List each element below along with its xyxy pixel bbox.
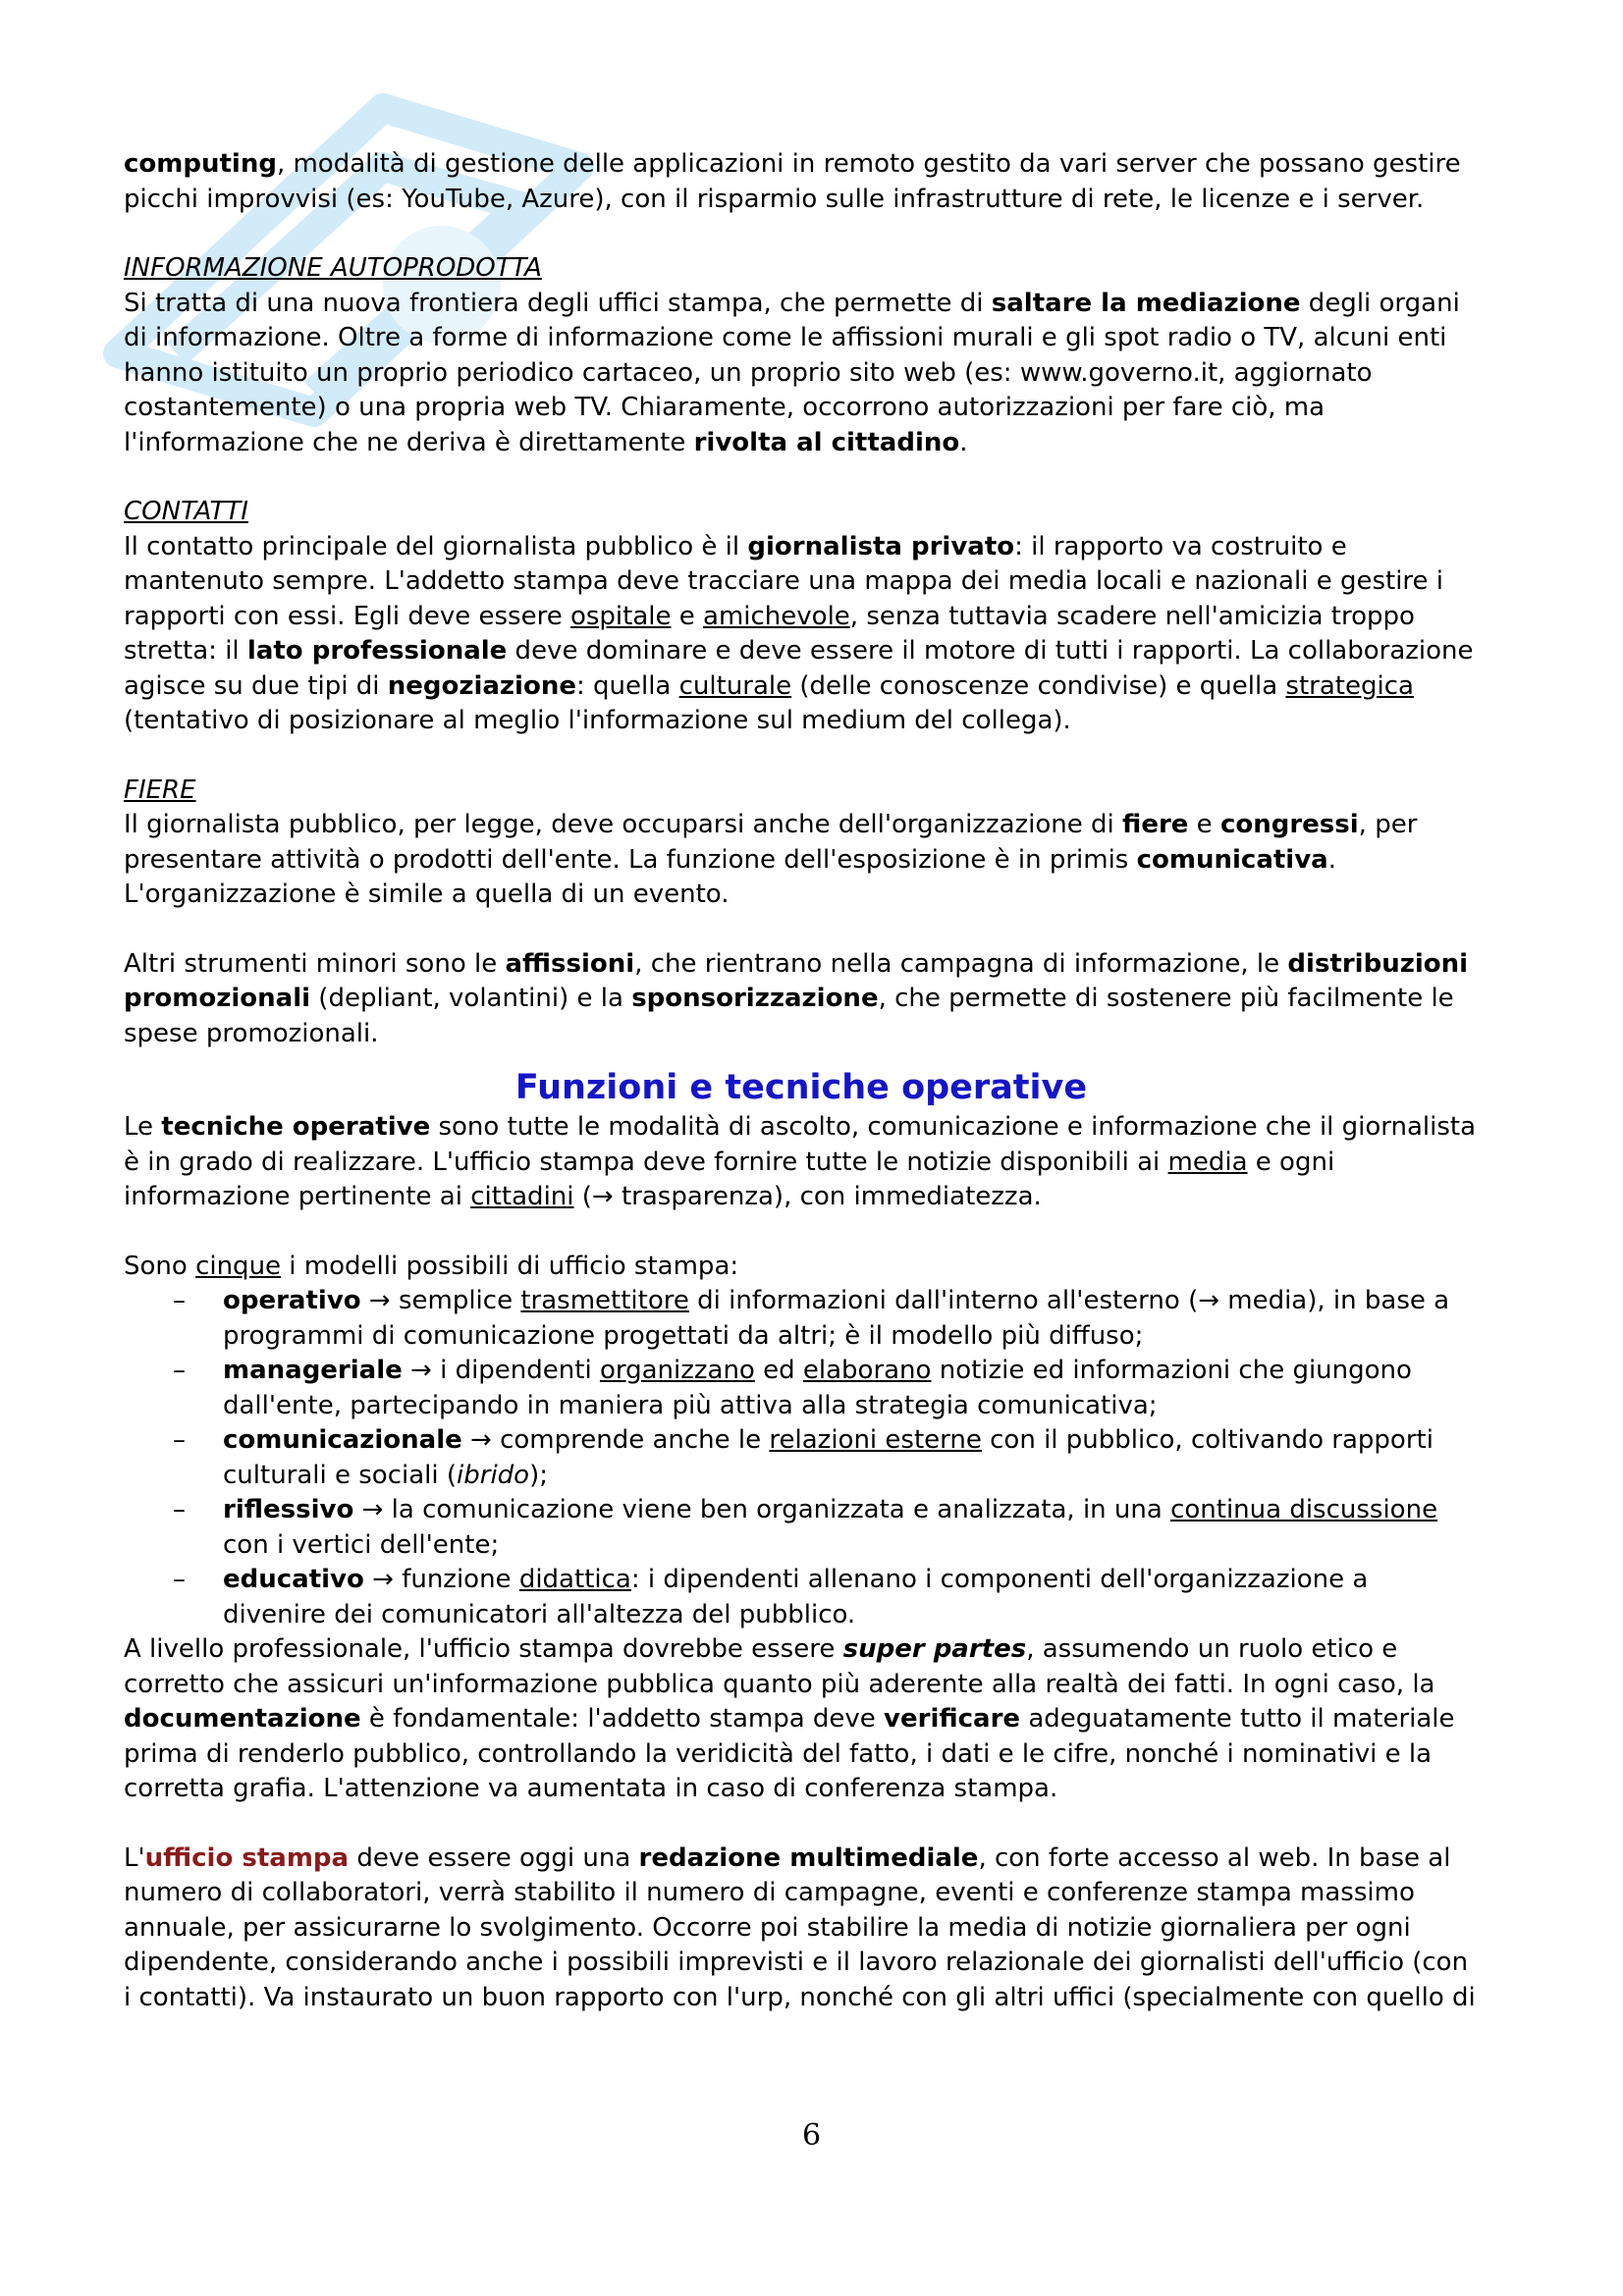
text-run: . L'organizzazione è simile a quella di un evento. <box>124 844 1336 909</box>
text-run: Le <box>124 1112 162 1142</box>
bold-run: manageriale <box>223 1356 403 1385</box>
text-run: : i dipendenti allenano i componenti dell'organizzazione a divenire dei comunicatori all'altezza del pubblico. <box>223 1565 1369 1629</box>
text-run: → semplice <box>360 1286 521 1315</box>
text-run: (depliant, volantini) e la <box>310 984 632 1013</box>
italic-run: ibrido <box>457 1460 530 1490</box>
underline-run: strategica <box>1285 670 1414 701</box>
text-run: L' <box>124 1842 145 1873</box>
text-run: (→ trasparenza), con immediatezza. <box>573 1182 1042 1211</box>
bold-run: sponsorizzazione <box>631 984 879 1013</box>
dash-bullet: – <box>173 1356 186 1385</box>
dash-bullet: – <box>173 1565 186 1594</box>
dash-bullet: – <box>173 1425 186 1455</box>
underline-run: trasmettitore <box>520 1286 689 1315</box>
underline-run: relazioni esterne <box>769 1425 982 1455</box>
text-run: A livello professionale, l'ufficio stampa dovrebbe essere <box>124 1634 843 1664</box>
text-run: , che permette di sostenere più facilmente le spese promozionali. <box>124 984 1454 1048</box>
text-run: è fondamentale: l'addetto stampa deve <box>360 1704 885 1734</box>
list-item <box>124 1423 1479 1493</box>
informazione-autoprodotta-paragraph <box>124 287 1479 461</box>
text-run: Si tratta di una nuova frontiera degli uffici stampa, che permette di <box>124 288 992 318</box>
accent-run: ufficio stampa <box>144 1842 350 1873</box>
text-run: → comprende anche le <box>461 1425 770 1455</box>
underline-run: cittadini <box>470 1182 574 1211</box>
underline-run: continua discussione <box>1170 1495 1438 1524</box>
list-item <box>124 1493 1479 1563</box>
text-run: e <box>671 601 704 631</box>
bold-run: riflessivo <box>223 1495 354 1524</box>
text-run: di informazioni dall'interno all'esterno (→ media), in base a programmi di comunicazione progettati da altri; è il modello più diffuso; <box>223 1286 1450 1351</box>
fiere-paragraph <box>124 808 1479 913</box>
underline-run: didattica <box>518 1565 631 1594</box>
bold-run: affissioni <box>505 948 635 979</box>
underline-run: media <box>1167 1147 1248 1177</box>
text-run: : il rapporto va costruito e mantenuto sempre. L'addetto stampa deve tracciare una mappa dei media locali e nazionali e gestire i rapporti con essi. Egli deve essere <box>124 531 1444 631</box>
underline-run: ospitale <box>569 601 672 631</box>
text-run: e <box>1188 810 1220 839</box>
list-item <box>124 1563 1479 1632</box>
bold-run: comunicazionale <box>223 1425 462 1455</box>
ufficio-stampa-paragraph <box>124 1842 1479 2016</box>
text-run: i modelli possibili di ufficio stampa: <box>281 1251 739 1281</box>
modelli-list <box>124 1284 1479 1632</box>
altri-strumenti-paragraph <box>124 947 1479 1052</box>
text-run: adeguatamente tutto il materiale prima di renderlo pubblico, controllando la veridicità del fatto, i dati e le cifre, nonché i nominativi e la corretta grafia. L'attenzione va aumentata in caso di conferenza stampa. <box>124 1704 1455 1803</box>
text-run: sono tutte le modalità di ascolto, comunicazione e informazione che il giornalista è in grado di realizzare. L'ufficio stampa deve fornire tutte le notizie disponibili ai <box>124 1112 1477 1177</box>
underline-run: cinque <box>195 1251 282 1281</box>
bold-run: giornalista privato <box>747 531 1015 561</box>
text-run: (delle conoscenze condivise) e quella <box>791 670 1286 701</box>
text-run: , assumendo un ruolo etico e corretto che assicuri un'informazione pubblica quanto più aderente alla realtà dei fatti. In ogni caso, la <box>124 1634 1435 1699</box>
bold-run: lato professionale <box>246 636 508 666</box>
bold-run: operativo <box>223 1286 361 1315</box>
text-run: , per presentare attività o prodotti dell'ente. La funzione dell'esposizione è in primis <box>124 810 1418 875</box>
bold-run: saltare la mediazione <box>991 288 1301 318</box>
section-heading: Funzioni e tecniche operative <box>514 1068 1088 1107</box>
bold-run: tecniche operative <box>161 1112 431 1142</box>
text-run: Sono <box>124 1251 196 1281</box>
text-run: , con forte accesso al web. In base al numero di collaboratori, verrà stabilito il numero di campagne, eventi e conferenze stampa massimo annuale, per assicurarne lo svolgimento. Occorre poi stabilire la media di notizie giornaliera per ogni dipendente, considerando anche i possibili imprevisti e il lavoro relazionale dei giornalisti dell'ufficio (con i contatti). Va instaurato un buon rapporto con l'urp, nonché con gli altri uffici (specialmente con quello di <box>124 1842 1476 2012</box>
text-run: , modalità di gestione delle applicazioni in remoto gestito da vari server che possano gestire picchi improvvisi (es: YouTube, Azure), con il risparmio sulle infrastrutture di rete, le licenze e i server. <box>124 149 1461 214</box>
text-run: con il pubblico, coltivando rapporti culturali e sociali ( <box>223 1425 1434 1490</box>
text-run: (tentativo di posizionare al meglio l'informazione sul medium del collega). <box>124 706 1071 735</box>
tecniche-paragraph <box>124 1110 1479 1215</box>
underline-run: culturale <box>678 670 792 701</box>
list-item <box>124 1284 1479 1354</box>
text-run: → la comunicazione viene ben organizzata e analizzata, in una <box>353 1495 1171 1524</box>
text-run: e ogni informazione pertinente ai <box>124 1147 1335 1211</box>
text-run: , che rientrano nella campagna di informazione, le <box>634 948 1288 979</box>
bold-run: educativo <box>223 1565 364 1594</box>
text-run: ); <box>529 1460 548 1490</box>
dash-bullet: – <box>173 1286 186 1315</box>
bold-run: congressi <box>1219 810 1359 839</box>
list-item <box>124 1354 1479 1423</box>
dash-bullet: – <box>173 1495 186 1524</box>
bold-run: fiere <box>1122 810 1189 839</box>
text-run: . <box>959 427 968 457</box>
bold-run: distribuzioni promozionali <box>124 948 1469 1013</box>
text-run: Altri strumenti minori sono le <box>124 948 506 979</box>
underline-run: organizzano <box>599 1356 755 1385</box>
term-computing: computing <box>124 149 277 179</box>
bold-run: rivolta al cittadino <box>693 427 960 457</box>
text-run: con i vertici dell'ente; <box>223 1529 500 1560</box>
bold-run: negoziazione <box>387 670 576 701</box>
text-run: Il giornalista pubblico, per legge, deve occuparsi anche dell'organizzazione di <box>124 810 1123 839</box>
text-run: degli organi di informazione. Oltre a forme di informazione come le affissioni murali e gli spot radio o TV, alcuni enti hanno istituito un proprio periodico cartaceo, un proprio sito web (es: www.governo.it, aggiornato costantemente) o una propria web TV. Chiaramente, occorrono autorizzazioni per fare ciò, ma l'informazione che ne deriva è direttamente <box>124 288 1460 457</box>
text-run: : quella <box>575 670 679 701</box>
text-run: deve dominare e deve essere il motore di tutti i rapporti. La collaborazione agisce su due tipi di <box>124 636 1474 701</box>
bold-run: documentazione <box>124 1704 361 1734</box>
document-page <box>124 147 1479 2015</box>
text-run: Il contatto principale del giornalista pubblico è il <box>124 531 748 561</box>
underline-run: elaborano <box>802 1356 932 1385</box>
text-run: → funzione <box>363 1565 519 1594</box>
section-title-fiere: FIERE <box>124 774 196 805</box>
contatti-paragraph <box>124 530 1479 739</box>
page-number: 6 <box>801 2118 822 2153</box>
text-run: ed <box>754 1356 803 1385</box>
bold-run: redazione multimediale <box>638 1842 979 1873</box>
text-run: , senza tuttavia scadere nell'amicizia troppo stretta: il <box>124 601 1415 666</box>
intro-paragraph <box>124 147 1479 217</box>
modelli-intro <box>124 1250 1479 1285</box>
text-run: notizie ed informazioni che giungono dall'ente, partecipando in maniera più attiva alla strategia comunicativa; <box>223 1356 1412 1420</box>
bold-italic-run: super partes <box>842 1634 1027 1664</box>
section-title-informazione-autoprodotta: INFORMAZIONE AUTOPRODOTTA <box>124 253 542 283</box>
text-run: deve essere oggi una <box>349 1842 639 1873</box>
text-run: → i dipendenti <box>402 1356 600 1385</box>
bold-run: comunicativa <box>1136 844 1328 875</box>
section-title-contatti: CONTATTI <box>124 497 248 526</box>
underline-run: amichevole <box>703 601 850 631</box>
livello-professionale-paragraph <box>124 1632 1479 1807</box>
bold-run: verificare <box>884 1704 1021 1734</box>
